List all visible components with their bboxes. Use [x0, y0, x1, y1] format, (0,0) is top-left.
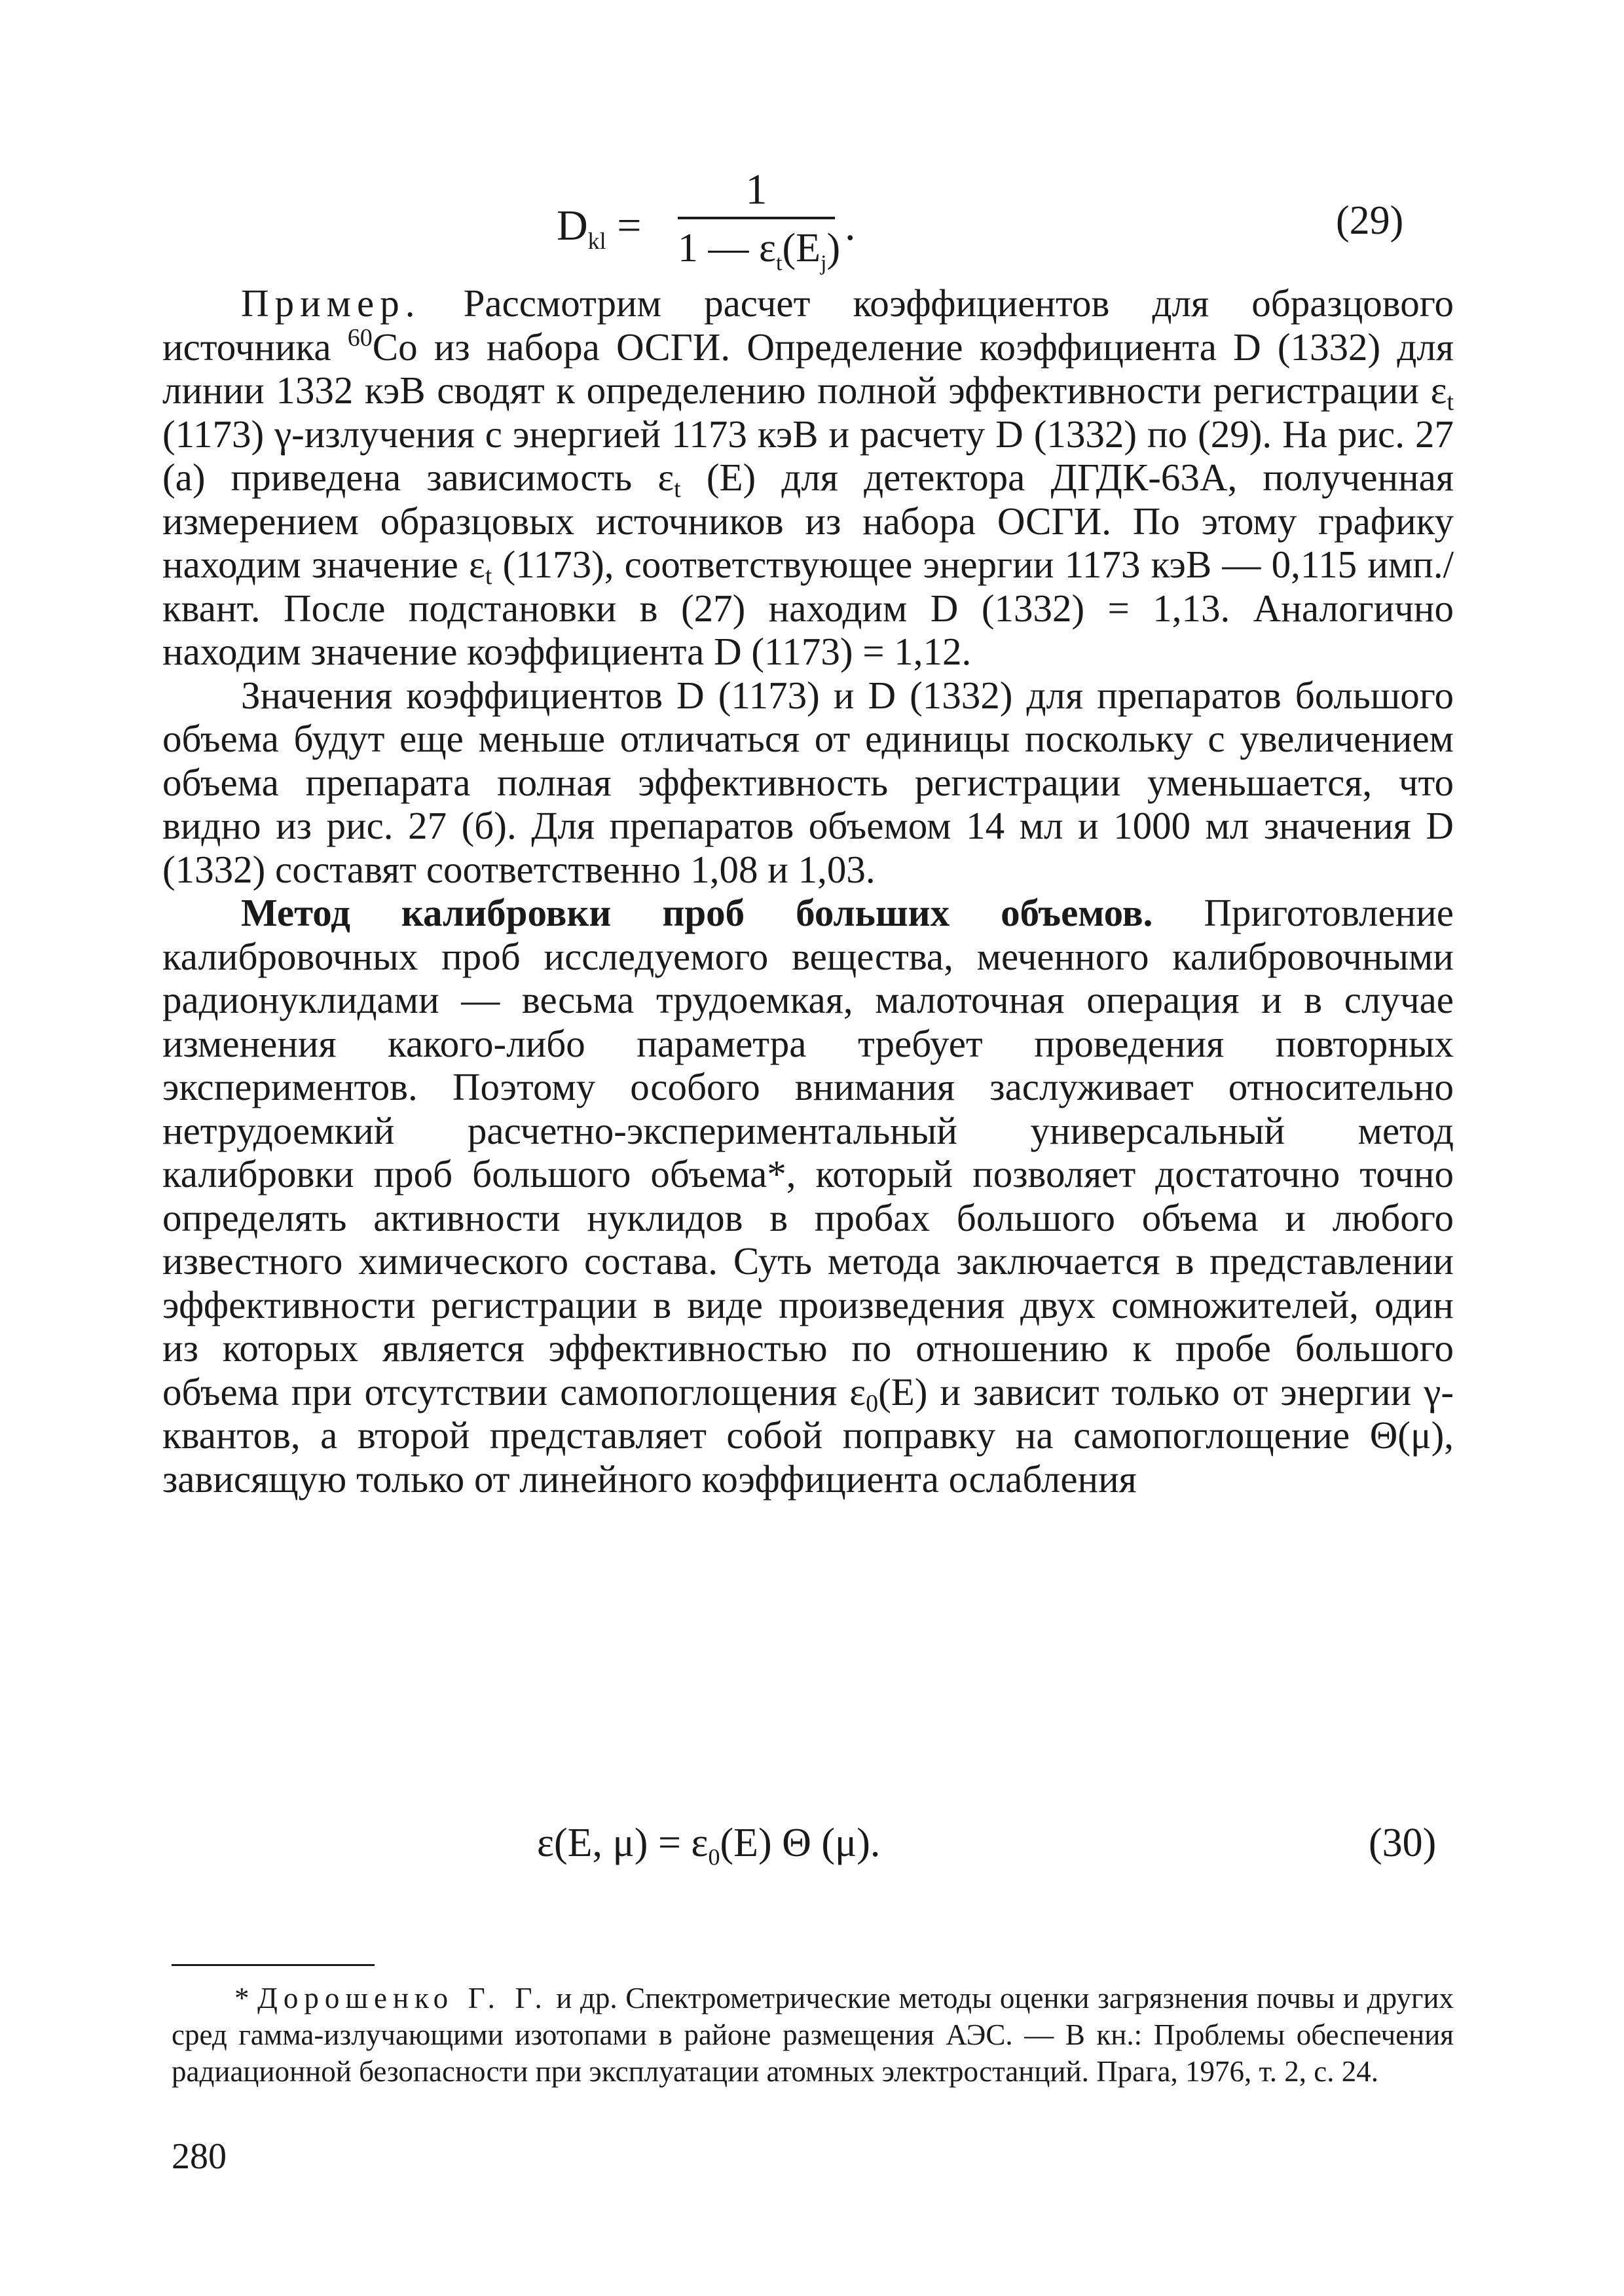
section-heading: Метод калибровки проб больших объемов.	[241, 891, 1153, 934]
footnote-marker: *	[234, 1982, 258, 2014]
footnote-text: и др. Спектрометрические методы оценки загрязнения почвы и других сред гамма-излучающими изотопами в районе размещения АЭС. — В кн.: Проблемы обеспечения радиационной безопасности при эксплуатации атомных электростанций. Прага, 1976, т. 2, с. 24.	[172, 1982, 1454, 2088]
footnote-divider	[172, 1964, 375, 1966]
fraction-bar	[678, 217, 835, 219]
den-sub-j: j	[821, 251, 827, 276]
p1-sub-2: t	[674, 475, 681, 503]
body-text	[162, 282, 1454, 1501]
example-lead: Пример.	[241, 282, 421, 325]
eq30-sub: 0	[708, 1844, 720, 1870]
den-suffix: )	[826, 226, 841, 270]
lhs-base: D	[557, 202, 588, 249]
equation-number-30: (30)	[1369, 1821, 1437, 1865]
eq30-part-2: (E) Θ (μ).	[720, 1821, 881, 1865]
p1-text-4: (E) для детектора ДГДК-63А, полученная измерением образцовых источников из набора ОСГИ. По этому графику находим значение ε	[162, 456, 1454, 586]
den-mid: (E	[782, 226, 821, 270]
p1-sub-1: t	[1447, 388, 1454, 416]
p3-text-1: Приготовление калибровочных проб исследуемого вещества, меченного калибровочными радионуклидами — весьма трудоемкая, малоточная операция и в случае изменения какого-либо параметра требует проведения повторных экспериментов. Поэтому особого внимания заслуживает относительно нетрудоемкий расчетно-экспериментальный универсальный метод калибровки проб большого объема*, который позволяет достаточно точно определять активности нуклидов в пробах большого объема и любого известного химического состава. Суть метода заключается в представлении эффективности регистрации в виде произведения двух сомножителей, один из которых является эффективностью по отношению к пробе большого объема при отсутствии самопоглощения ε	[162, 891, 1454, 1413]
lhs-subscript: kl	[587, 228, 606, 255]
paragraph-example	[162, 282, 1454, 674]
p1-sub-3: t	[485, 562, 492, 590]
equation-29-lhs	[557, 201, 641, 255]
fraction-denominator	[678, 222, 841, 289]
fraction-numerator: 1	[745, 166, 767, 213]
p3-text-2: (E) и зависит только от энергии γ-квантов, а второй представляет собой поправку на самопоглощение Θ(μ), зависящую только от линейного коэффициента ослабления	[162, 1370, 1454, 1501]
paragraph-calibration-method	[162, 891, 1454, 1501]
p1-text-2: из набора ОСГИ. Определение коэффициента D (1332) для линии 1332 кэВ сводят к определению полной эффективности регистрации ε	[162, 325, 1454, 412]
equation-30	[537, 1820, 880, 1870]
isotope-mass-number: 60	[347, 323, 373, 352]
equation-number-29: (29)	[1336, 198, 1404, 243]
equals-sign: =	[617, 202, 642, 249]
p1-text-3: (1173) γ-излучения с энергией 1173 кэВ и расчету D (1332) по (29). На рис. 27 (а) приведена зависимость ε	[162, 412, 1454, 499]
footnote	[172, 1980, 1454, 2090]
equation-29-fraction	[678, 166, 841, 289]
eq30-part-1: ε(E, μ) = ε	[537, 1821, 709, 1865]
den-prefix: 1 — ε	[678, 226, 777, 270]
equation-29	[557, 167, 950, 298]
equation-29-period: .	[845, 202, 856, 249]
p1-text-5: (1173), соответствующее энергии 1173 кэВ — 0,115 имп./квант. После подстановки в (27) находим D (1332) = 1,13. Аналогично находим значение коэффициента D (1173) = 1,12.	[162, 543, 1454, 673]
paragraph-coefficients: Значения коэффициентов D (1173) и D (1332) для препаратов большого объема будут еще меньше отличаться от единицы поскольку с увеличением объема препарата полная эффективность регистрации уменьшается, что видно из рис. 27 (б). Для препаратов объемом 14 мл и 1000 мл значения D (1332) составят соответственно 1,08 и 1,03.	[162, 673, 1454, 891]
footnote-author: Дорошенко Г. Г.	[257, 1982, 548, 2014]
den-sub-t: t	[776, 251, 783, 276]
p1-text-1: Рассмотрим расчет коэффициентов для образцового источника	[162, 282, 1454, 369]
page-number: 280	[172, 2136, 227, 2177]
footnote-body	[172, 1980, 1454, 2090]
p3-sub-0: 0	[866, 1389, 879, 1417]
isotope-symbol: Co	[372, 325, 418, 369]
